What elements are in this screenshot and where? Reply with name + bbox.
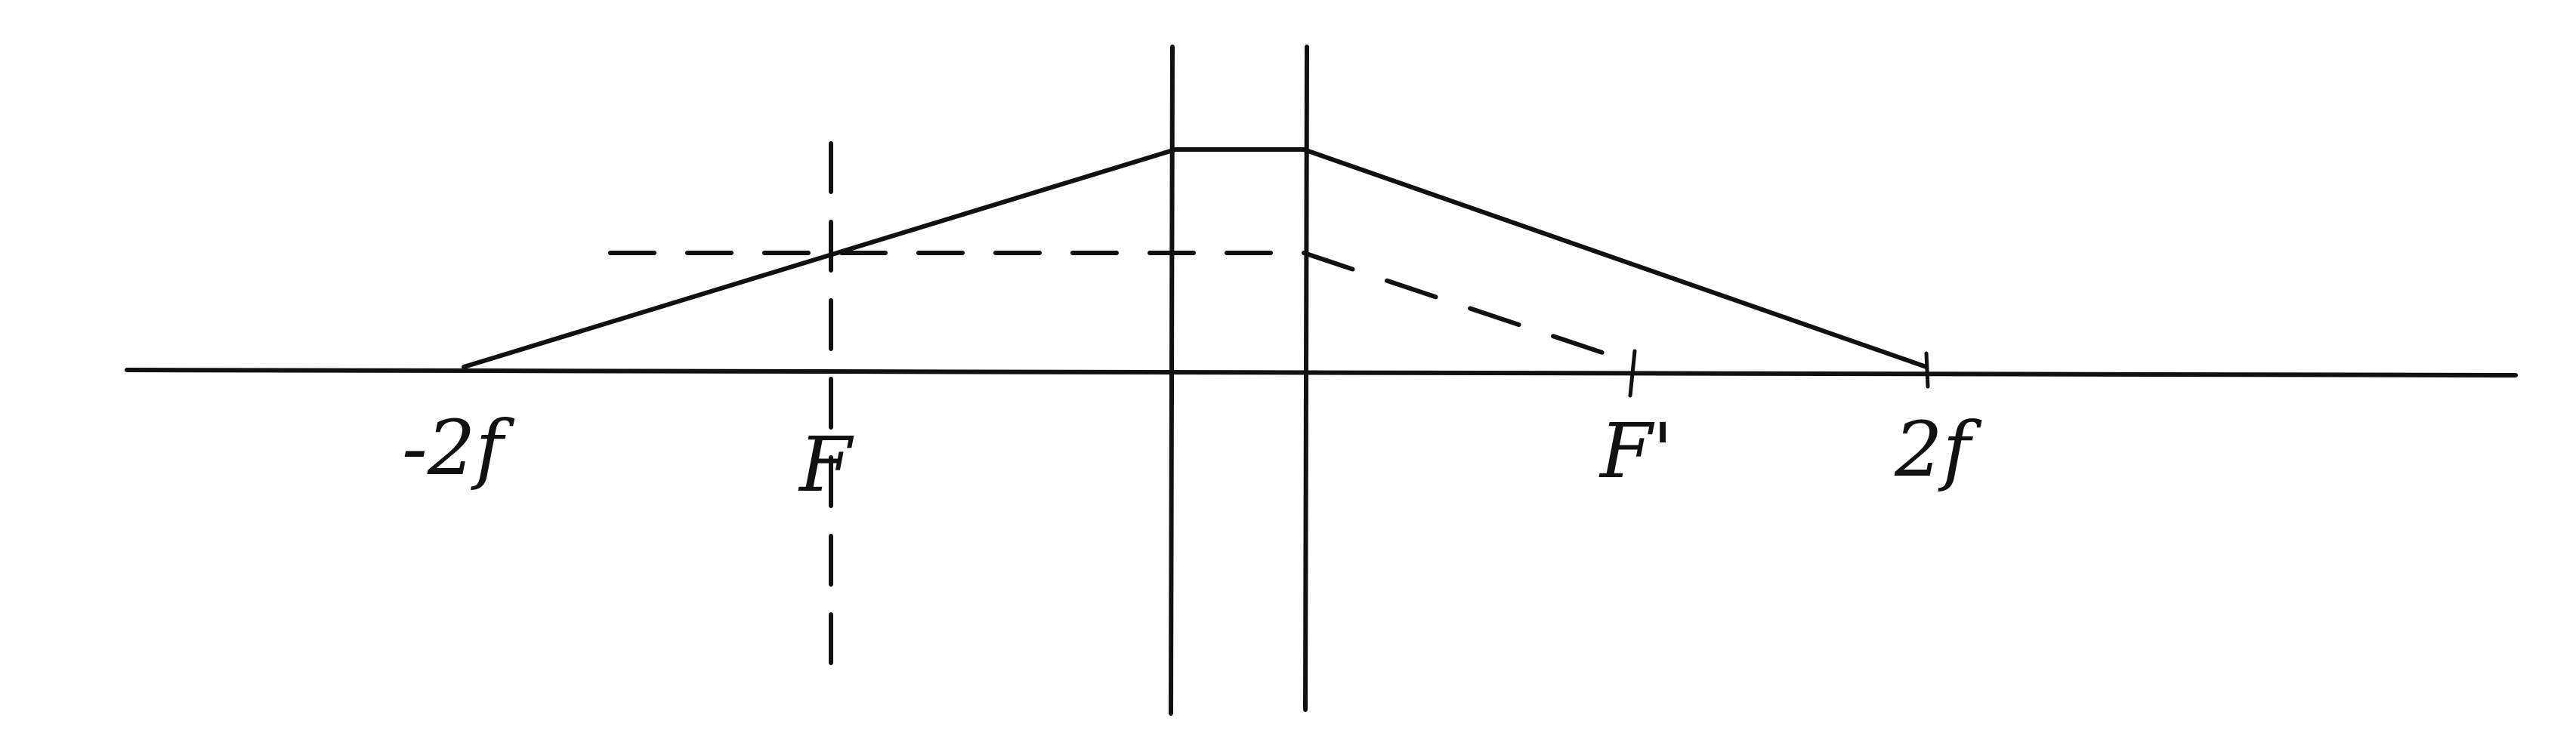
tick-two-f [1926, 353, 1928, 387]
tick-back-focus [1630, 351, 1635, 396]
label-focal-point-front: F [799, 421, 852, 509]
dashed-ray-to-back-focus [1304, 253, 1632, 362]
label-minus-two-f: -2f [402, 404, 504, 492]
label-two-f: 2f [1895, 405, 1971, 494]
lens-surface-right [1305, 47, 1307, 710]
lens-surface-left [1171, 47, 1172, 713]
refracted-ray [464, 149, 1926, 367]
label-focal-point-back: F' [1600, 407, 1673, 495]
optical-axis [127, 370, 2516, 375]
